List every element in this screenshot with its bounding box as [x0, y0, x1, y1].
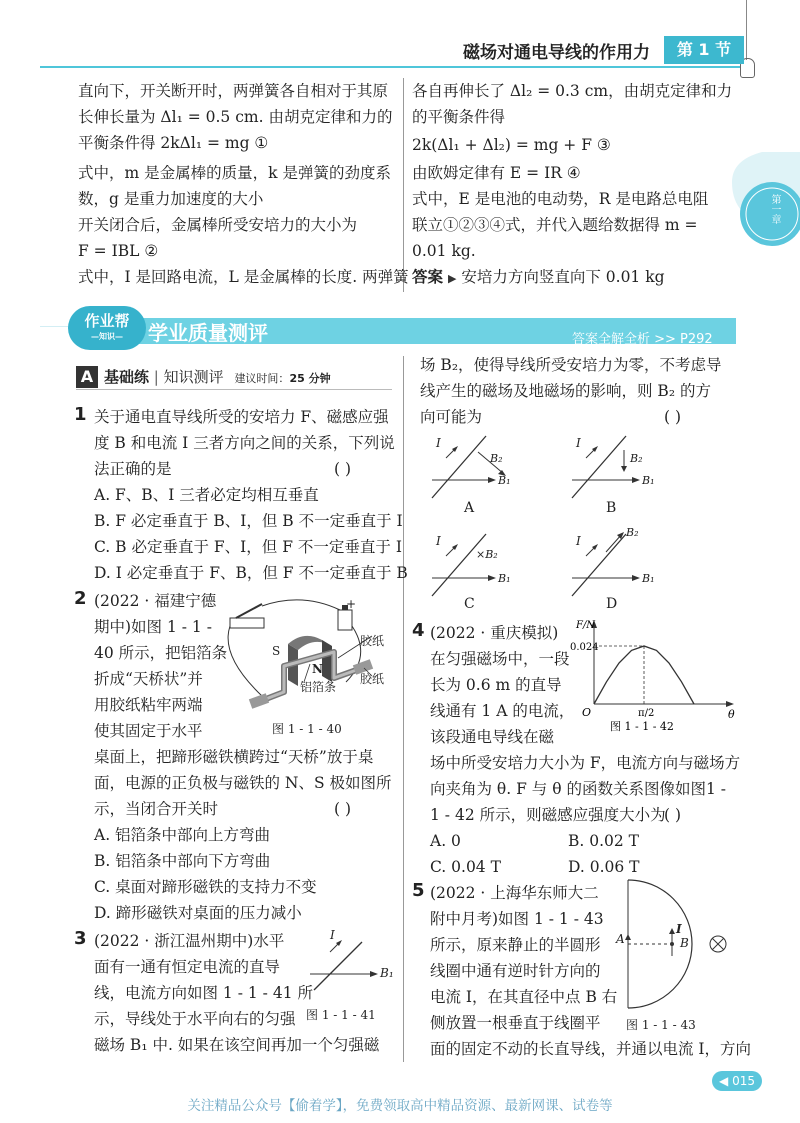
answer-line — [412, 264, 665, 292]
text-line: 由欧姆定律有 E = IR ④ — [412, 164, 581, 182]
diagram-label: ×B₂ — [476, 548, 498, 561]
answer-paren: ( ) — [664, 806, 682, 824]
option-c: C. 0.04 T — [430, 858, 501, 876]
diagram-label: I — [576, 534, 581, 548]
answer-reference: 答案全解全析 >> P292 — [572, 332, 713, 347]
diagram-label: I — [436, 534, 441, 548]
text-line: 各自再伸长了 Δl₂ = 0.3 cm，由胡克定律和力 — [412, 82, 733, 100]
option-diagram-d — [572, 532, 640, 596]
diagram-label: B₂ — [630, 452, 643, 465]
question-text: (2022 · 福建宁德 — [94, 592, 217, 610]
figure-i-label: I — [330, 928, 335, 942]
option-a: A. 0 — [430, 832, 461, 850]
text-line: 数，g 是重力加速度的大小 — [78, 190, 264, 208]
figure-tape-label: 胶纸 — [360, 634, 385, 648]
question-text: 法正确的是 — [94, 460, 172, 478]
answer-arrow-icon: ▶ — [447, 272, 457, 285]
question-text: 度 B 和电流 I 三者方向之间的关系，下列说 — [94, 434, 395, 452]
question-text: 面，电源的正负极与磁铁的 N、S 极如图所 — [94, 774, 392, 792]
option-d: D. 蹄形磁铁对桌面的压力减小 — [94, 904, 302, 922]
header-divider — [40, 66, 740, 68]
question-text: 长为 0.6 m 的直导 — [430, 676, 562, 694]
question-number: 4 — [412, 620, 425, 641]
figure-b1-label: B₁ — [380, 966, 394, 980]
x-axis-label: θ — [728, 708, 735, 721]
answer-paren: ( ) — [334, 460, 352, 478]
question-number: 2 — [74, 588, 87, 609]
text-line: 平衡条件得 2kΔl₁ = mg ① — [78, 134, 269, 152]
option-b: B. F 必定垂直于 B、I，但 B 不一定垂直于 I — [94, 512, 403, 530]
question-text: 面有一通有恒定电流的直导 — [94, 958, 281, 976]
text-line: 式中，E 是电池的电动势，R 是电路总电阻 — [412, 190, 709, 208]
question-text: 40 所示，把铝箔条 — [94, 644, 228, 662]
question-text: 线通有 1 A 的电流， — [430, 702, 575, 720]
text-line: 2k(Δl₁ + Δl₂) = mg + F ③ — [412, 136, 611, 154]
option-diagram-c — [432, 534, 496, 596]
figure-plus-label: + — [346, 597, 357, 611]
chart-caption: 图 1 - 1 - 42 — [610, 720, 674, 732]
diagram-label: B₁ — [498, 572, 511, 585]
diagram-label: I — [576, 436, 581, 450]
side-tab-label: 第一章 — [769, 194, 780, 224]
diagram-option-label: B — [606, 500, 617, 516]
column-divider-bottom — [403, 356, 404, 1062]
question-text: 场中所受安培力大小为 F，电流方向与磁场方 — [430, 754, 741, 772]
y-axis-label: F/N — [576, 620, 596, 631]
question-text: 桌面上，把蹄形磁铁横跨过“天桥”放于桌 — [94, 748, 374, 766]
question-text: (2022 · 浙江温州期中)水平 — [94, 932, 285, 950]
question-text: 线，电流方向如图 1 - 1 - 41 所 — [94, 984, 313, 1002]
question-text: 电流 I，在其直径中点 B 右 — [430, 988, 618, 1006]
question-text: 折成“天桥状”并 — [94, 670, 203, 688]
diagram-label: I — [436, 436, 441, 450]
option-diagram-b — [572, 436, 640, 498]
series-line — [594, 646, 694, 704]
text-line: 开关闭合后，金属棒所受安培力的大小为 — [78, 216, 358, 234]
text-line: 式中，I 是回路电流，L 是金属棒的长度. 两弹簧 — [78, 268, 409, 286]
chapter-title: 磁场对通电导线的作用力 — [463, 43, 650, 63]
diagram-label: B₁ — [642, 572, 655, 585]
section-a-heading: 基础练 | 知识测评 建议时间：25 分钟 — [104, 368, 331, 386]
text-line: 直向下，开关断开时，两弹簧各自相对于其原 — [78, 82, 389, 100]
answer-paren: ( ) — [664, 408, 682, 426]
diagram-label: B₂ — [490, 452, 503, 465]
question-text: 示，当闭合开关时 — [94, 800, 219, 818]
figure-caption: 图 1 - 1 - 41 — [306, 1008, 376, 1022]
diagram-label: B₂ — [626, 526, 639, 539]
text-line: 的平衡条件得 — [412, 108, 506, 126]
answer-text: 安培力方向竖直向下 0.01 kg — [461, 268, 665, 286]
question-text: 该段通电导线在磁 — [430, 728, 555, 746]
banner-title: 学业质量测评 — [148, 321, 268, 345]
section-badge: 第 1 节 — [664, 36, 744, 64]
figure-caption: 图 1 - 1 - 40 — [272, 722, 342, 736]
option-diagram-a — [432, 436, 506, 498]
question-text: 向可能为 — [420, 408, 483, 426]
question-text: 用胶纸粘牢两端 — [94, 696, 203, 714]
figure-b-label: B — [680, 936, 689, 950]
question-number: 3 — [74, 928, 87, 949]
diagram-label: B₁ — [498, 474, 511, 487]
question-number: 1 — [74, 404, 87, 425]
figure-i-label: I — [676, 922, 682, 936]
option-d: D. 0.06 T — [568, 858, 640, 876]
figure-1-1-41 — [300, 930, 400, 1000]
y-tick-label: 0.024 — [570, 642, 599, 653]
figure-s-label: S — [272, 644, 281, 658]
question-text: 向夹角为 θ. F 与 θ 的函数关系图像如图1 - — [430, 780, 727, 798]
question-text: 磁场 B₁ 中. 如果在该空间再加一个匀强磁 — [94, 1036, 380, 1054]
question-text: 面的固定不动的长直导线，并通以电流 I，方向 — [430, 1040, 752, 1058]
zuoyebang-logo: 作业帮 —知识— — [68, 306, 146, 350]
question-text: 期中)如图 1 - 1 - — [94, 618, 212, 636]
text-line: 长伸长量为 Δl₁ = 0.5 cm. 由胡克定律和力的 — [78, 108, 393, 126]
figure-1-1-42-chart — [570, 616, 740, 732]
option-c: C. 桌面对蹄形磁铁的支持力不变 — [94, 878, 317, 896]
page-number: ◀ 015 — [712, 1071, 762, 1091]
diagram-option-label: C — [464, 596, 475, 612]
question-text: (2022 · 重庆模拟) — [430, 624, 559, 642]
section-badge-a: A — [76, 366, 98, 388]
section-a-underline — [76, 389, 392, 390]
question-number: 5 — [412, 880, 425, 901]
diagram-label: B₁ — [642, 474, 655, 487]
text-line: F = IBL ② — [78, 242, 159, 260]
figure-caption: 图 1 - 1 - 43 — [626, 1018, 696, 1032]
question-text: 附中月考)如图 1 - 1 - 43 — [430, 910, 604, 928]
option-a: A. F、B、I 三者必定均相互垂直 — [94, 486, 319, 504]
text-line: 0.01 kg. — [412, 242, 476, 260]
bulb-string — [746, 0, 747, 60]
diagram-option-label: D — [606, 596, 618, 612]
question-text: 线产生的磁场及地磁场的影响，则 B₂ 的方 — [420, 382, 711, 400]
column-divider-top — [403, 78, 404, 292]
figure-1-1-43 — [614, 876, 740, 1016]
figure-a-label: A — [616, 932, 625, 946]
diagram-option-label: A — [464, 500, 475, 516]
chapter-side-tab — [732, 152, 800, 276]
option-b: B. 0.02 T — [568, 832, 640, 850]
text-line: 联立①②③④式，并代入题给数据得 m = — [412, 216, 698, 234]
text-line: 式中，m 是金属棒的质量，k 是弹簧的劲度系 — [78, 164, 391, 182]
origin-label: O — [582, 706, 592, 719]
question-text: 在匀强磁场中，一段 — [430, 650, 570, 668]
option-a: A. 铝箔条中部向上方弯曲 — [94, 826, 271, 844]
question-text: (2022 · 上海华东师大二 — [430, 884, 599, 902]
figure-n-label: N — [312, 662, 323, 676]
answer-label: 答案 — [412, 268, 444, 286]
answer-paren: ( ) — [334, 800, 352, 818]
question-text: 关于通电直导线所受的安培力 F、磁感应强 — [94, 408, 389, 426]
footer-note: 关注精品公众号【偷着学】，免费领取高中精品资源、最新网课、试卷等 — [187, 1098, 613, 1114]
figure-tape-label: 胶纸 — [360, 672, 385, 686]
question-text: 侧放置一根垂直于线圈平 — [430, 1014, 601, 1032]
option-b: B. 铝箔条中部向下方弯曲 — [94, 852, 271, 870]
figure-foil-label: 铝箔条 — [300, 680, 337, 694]
option-c: C. B 必定垂直于 F、I，但 F 不一定垂直于 I — [94, 538, 402, 556]
x-tick-label: π/2 — [638, 708, 655, 719]
question-text: 所示，原来静止的半圆形 — [430, 936, 601, 954]
question-text: 示，导线处于水平向右的匀强 — [94, 1010, 296, 1028]
question-text: 1 - 42 所示，则磁感应强度大小为 — [430, 806, 666, 824]
question-text: 线圈中通有逆时针方向的 — [430, 962, 601, 980]
options-diagrams — [420, 432, 740, 618]
question-text: 使其固定于水平 — [94, 722, 203, 740]
x-axis-arrow — [726, 701, 734, 707]
option-d: D. I 必定垂直于 F、B，但 F 不一定垂直于 B — [94, 564, 408, 582]
question-text: 场 B₂，使得导线所受安培力为零，不考虑导 — [420, 356, 722, 374]
